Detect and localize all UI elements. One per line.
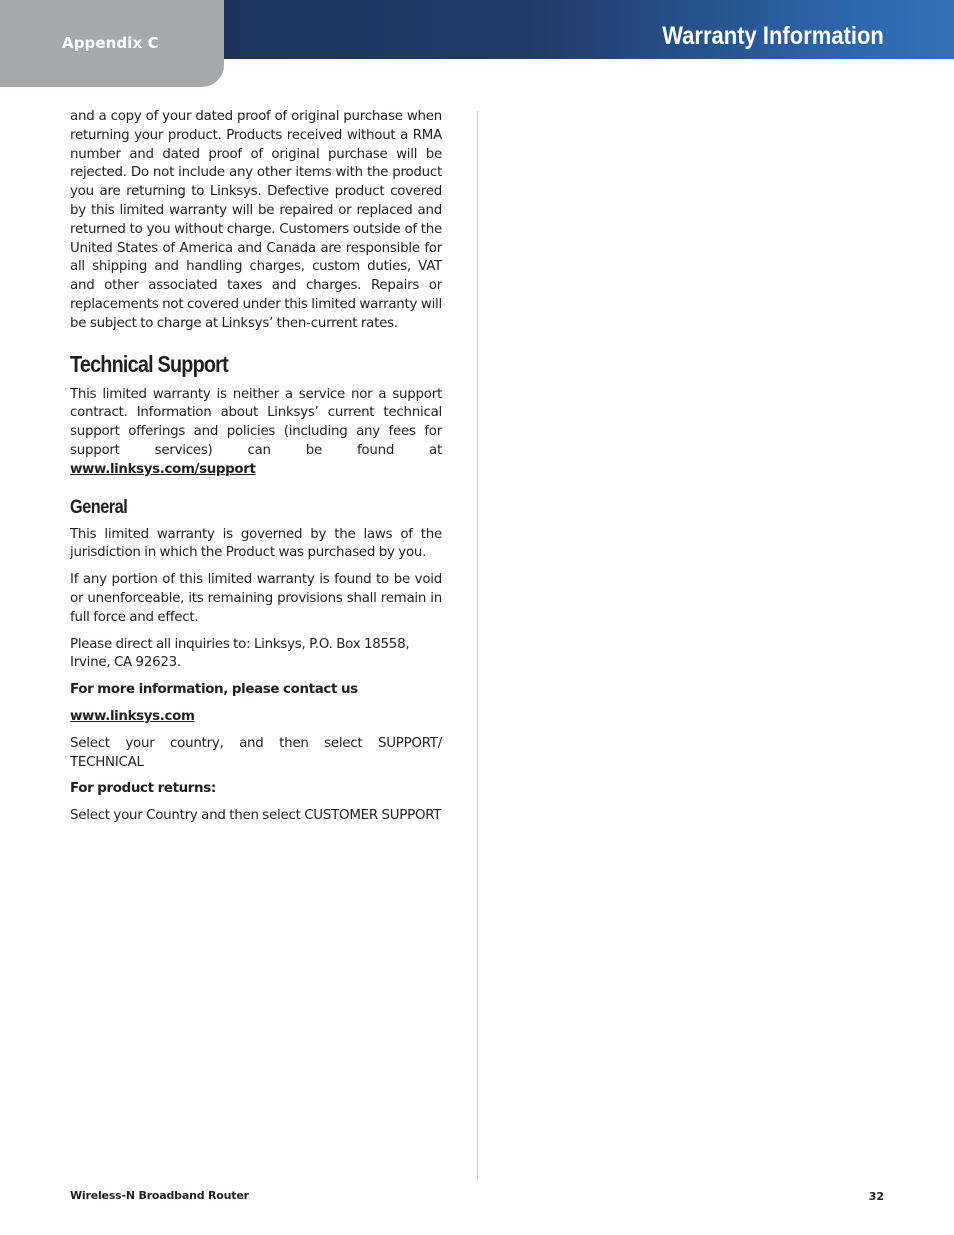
- general-paragraph-2: If any portion of this limited warranty is found to be void or unenforceable, its remaining provisions shall remain in full force and effect.: [70, 572, 442, 625]
- more-info-label: For more information, please contact us: [70, 682, 358, 698]
- general-heading: General: [70, 496, 128, 518]
- website-link[interactable]: www.linksys.com: [70, 708, 195, 724]
- column-divider: [477, 111, 478, 1179]
- intro-paragraph: and a copy of your dated proof of original purchase when returning your product. Products received without a RMA number and dated proof of original purchase will be rejected. Do not include any other items with the product you are returning to Linksys. Defective product covered by this limited warranty will be repaired or replaced and returned to you without charge. Customers outside of the United States of America and Canada are responsible for all shipping and handling charges, custom duties, VAT and other associated taxes and charges. Repairs or replacements not covered under this limited warranty will be subject to charge at Linksys’ then-current rates.: [70, 109, 442, 331]
- general-paragraph-3: Please direct all inquiries to: Linksys, P.O. Box 18558, Irvine, CA 92623.: [70, 636, 410, 671]
- general-paragraph-1: This limited warranty is governed by the laws of the jurisdiction in which the Product was purchased by you.: [70, 526, 442, 561]
- technical-support-paragraph: [70, 386, 442, 480]
- technical-support-heading: Technical Support: [70, 350, 228, 377]
- footer-page-number: 32: [868, 1190, 884, 1203]
- appendix-tab: [0, 0, 224, 87]
- product-returns-text: Select your Country and then select CUSTOMER SUPPORT: [70, 808, 442, 824]
- product-returns-label: For product returns:: [70, 781, 216, 797]
- appendix-label: Appendix C: [62, 34, 159, 52]
- technical-support-text: This limited warranty is neither a service nor a support contract. Information about Linksys’ current technical support offerings and policies (including any fees for support services) can be found at: [70, 386, 442, 458]
- main-column: [70, 108, 442, 834]
- footer-product-name: Wireless-N Broadband Router: [70, 1189, 249, 1202]
- select-country-text: Select your country, and then select SUPPORT/ TECHNICAL: [70, 735, 442, 770]
- support-link[interactable]: www.linksys.com/support: [70, 461, 256, 477]
- website-link-paragraph: [70, 708, 442, 727]
- page-title: Warranty Information: [662, 22, 884, 50]
